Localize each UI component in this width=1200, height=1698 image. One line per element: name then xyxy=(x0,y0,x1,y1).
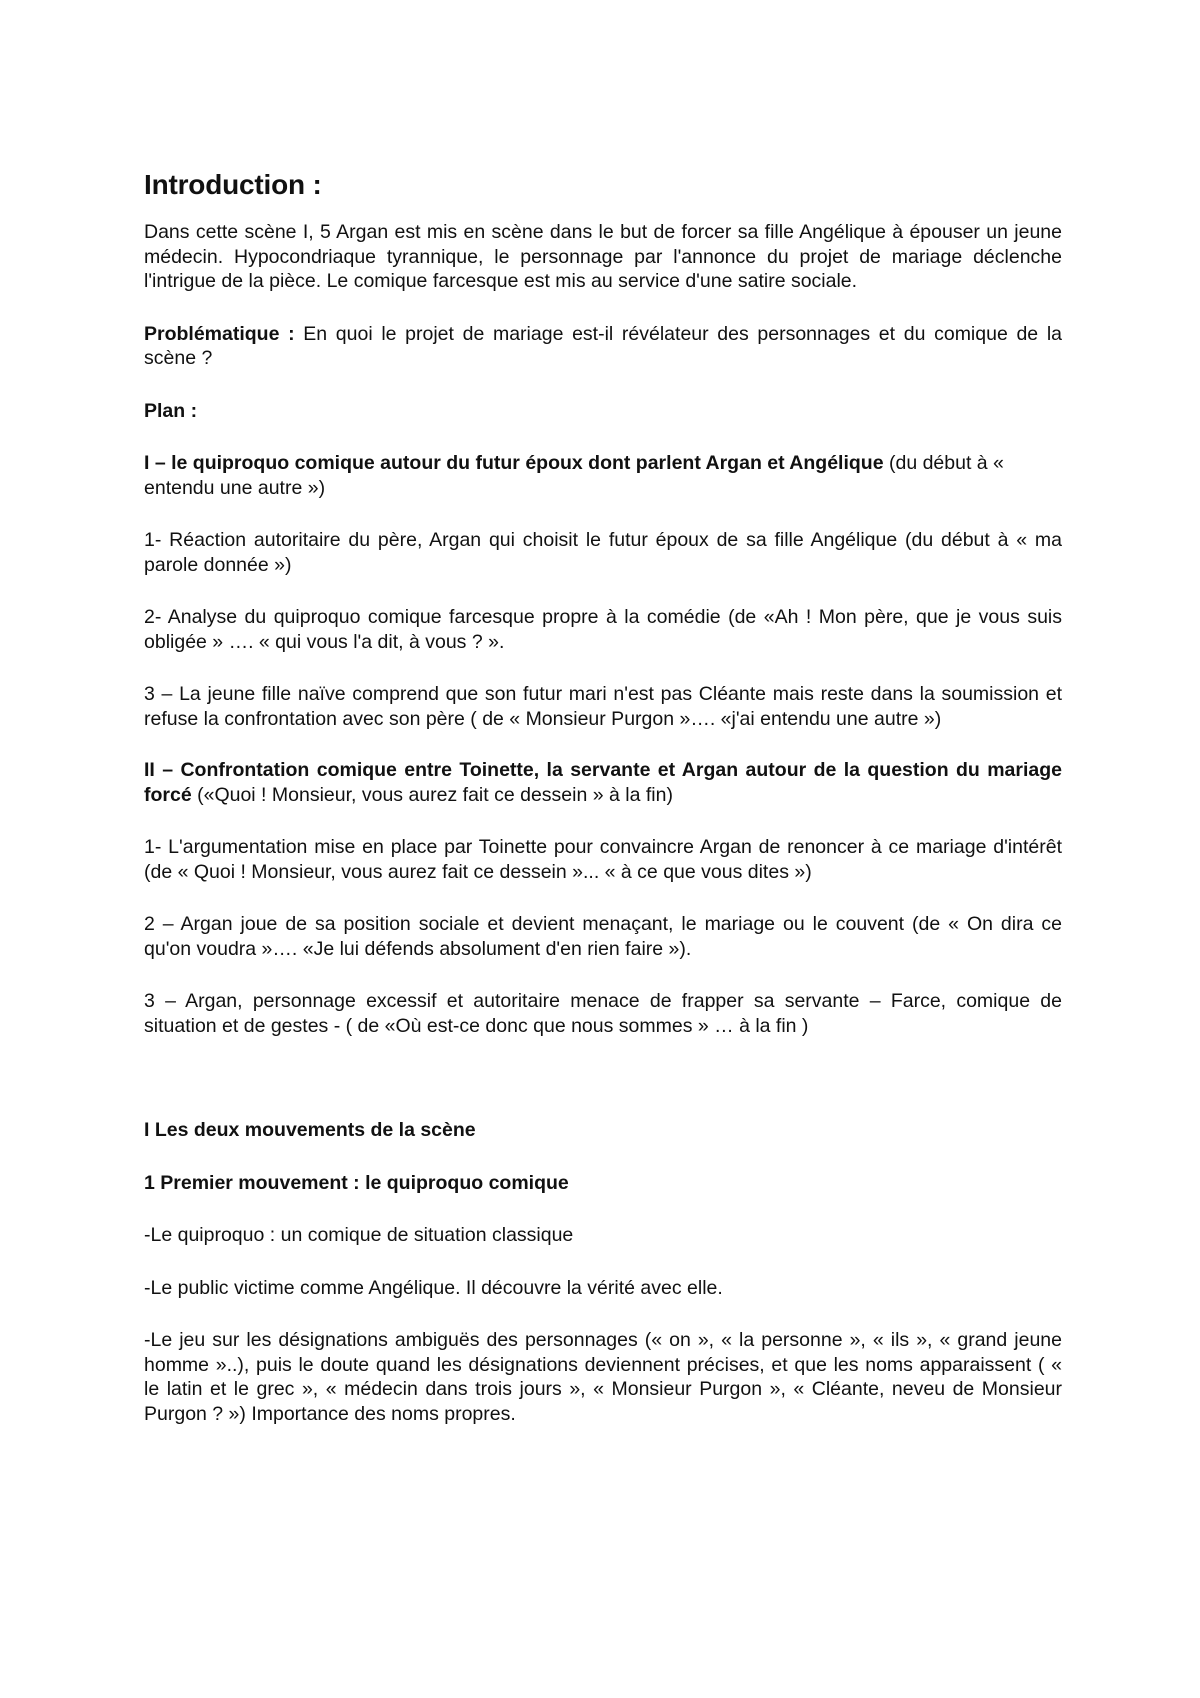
part1-heading-paragraph xyxy=(144,451,1062,500)
part2-heading: II – Confrontation comique entre Toinette, la servante et Argan autour de la question du mariage forcé xyxy=(144,759,1062,806)
plan-label: Plan : xyxy=(144,399,198,422)
part1-range: (du début à « entendu une autre ») xyxy=(144,452,1004,499)
intro-paragraph: Dans cette scène I, 5 Argan est mis en scène dans le but de forcer sa fille Angélique à épouser un jeune médecin. Hypocondriaque tyrannique, le personnage par l'annonce du projet de mariage déclenche l'intrigue de la pièce. Le comique farcesque est mis au service d'une satire sociale. xyxy=(144,221,1062,292)
page-title: Introduction : xyxy=(144,169,322,200)
section-subheading: 1 Premier mouvement : le quiproquo comique xyxy=(144,1171,569,1194)
document-page xyxy=(144,168,1062,1454)
part1-item-1: 1- Réaction autoritaire du père, Argan qui choisit le futur époux de sa fille Angélique (du début à « ma parole donnée ») xyxy=(144,529,1062,576)
part2-heading-paragraph xyxy=(144,758,1062,807)
part2-item-2: 2 – Argan joue de sa position sociale et devient menaçant, le mariage ou le couvent (de « On dira ce qu'on voudra »…. «Je lui défends absolument d'en rien faire »). xyxy=(144,913,1062,960)
section-spacer xyxy=(144,1066,1062,1118)
section-point-3: -Le jeu sur les désignations ambiguës des personnages (« on », « la personne », « ils », « grand jeune homme »..), puis le doute quand les désignations deviennent précises, et que les noms apparaissent ( « le latin et le grec », « médecin dans trois jours », « Monsieur Purgon », « Cléante, neveu de Monsieur Purgon ? ») Importance des noms propres. xyxy=(144,1329,1062,1425)
part2-item-3: 3 – Argan, personnage excessif et autoritaire menace de frapper sa servante – Farce, comique de situation et de gestes - ( de «Où est-ce donc que nous sommes » … à la fin ) xyxy=(144,990,1062,1037)
section-heading: I Les deux mouvements de la scène xyxy=(144,1119,476,1141)
problematique-paragraph xyxy=(144,322,1062,371)
problematique-text: En quoi le projet de mariage est-il révélateur des personnages et du comique de la scène ? xyxy=(144,322,1062,369)
section-heading-paragraph xyxy=(144,1118,1062,1143)
section-point-2: -Le public victime comme Angélique. Il découvre la vérité avec elle. xyxy=(144,1276,723,1299)
section-point-1: -Le quiproquo : un comique de situation classique xyxy=(144,1224,574,1246)
part2-range: («Quoi ! Monsieur, vous aurez fait ce dessein » à la fin) xyxy=(191,783,673,806)
problematique-label: Problématique : xyxy=(144,322,295,345)
part1-item-2: 2- Analyse du quiproquo comique farcesque propre à la comédie (de «Ah ! Mon père, que je vous suis obligée » …. « qui vous l'a dit, à vous ? ». xyxy=(144,606,1062,653)
part1-item-3: 3 – La jeune fille naïve comprend que son futur mari n'est pas Cléante mais reste dans la soumission et refuse la confrontation avec son père ( de « Monsieur Purgon »…. «j'ai entendu une autre ») xyxy=(144,683,1062,730)
part1-heading: I – le quiproquo comique autour du futur époux dont parlent Argan et Angélique xyxy=(144,452,884,474)
part2-item-1: 1- L'argumentation mise en place par Toinette pour convaincre Argan de renoncer à ce mariage d'intérêt (de « Quoi ! Monsieur, vous aurez fait ce dessein »... « à ce que vous dites ») xyxy=(144,836,1062,883)
section-subheading-paragraph xyxy=(144,1171,1062,1196)
